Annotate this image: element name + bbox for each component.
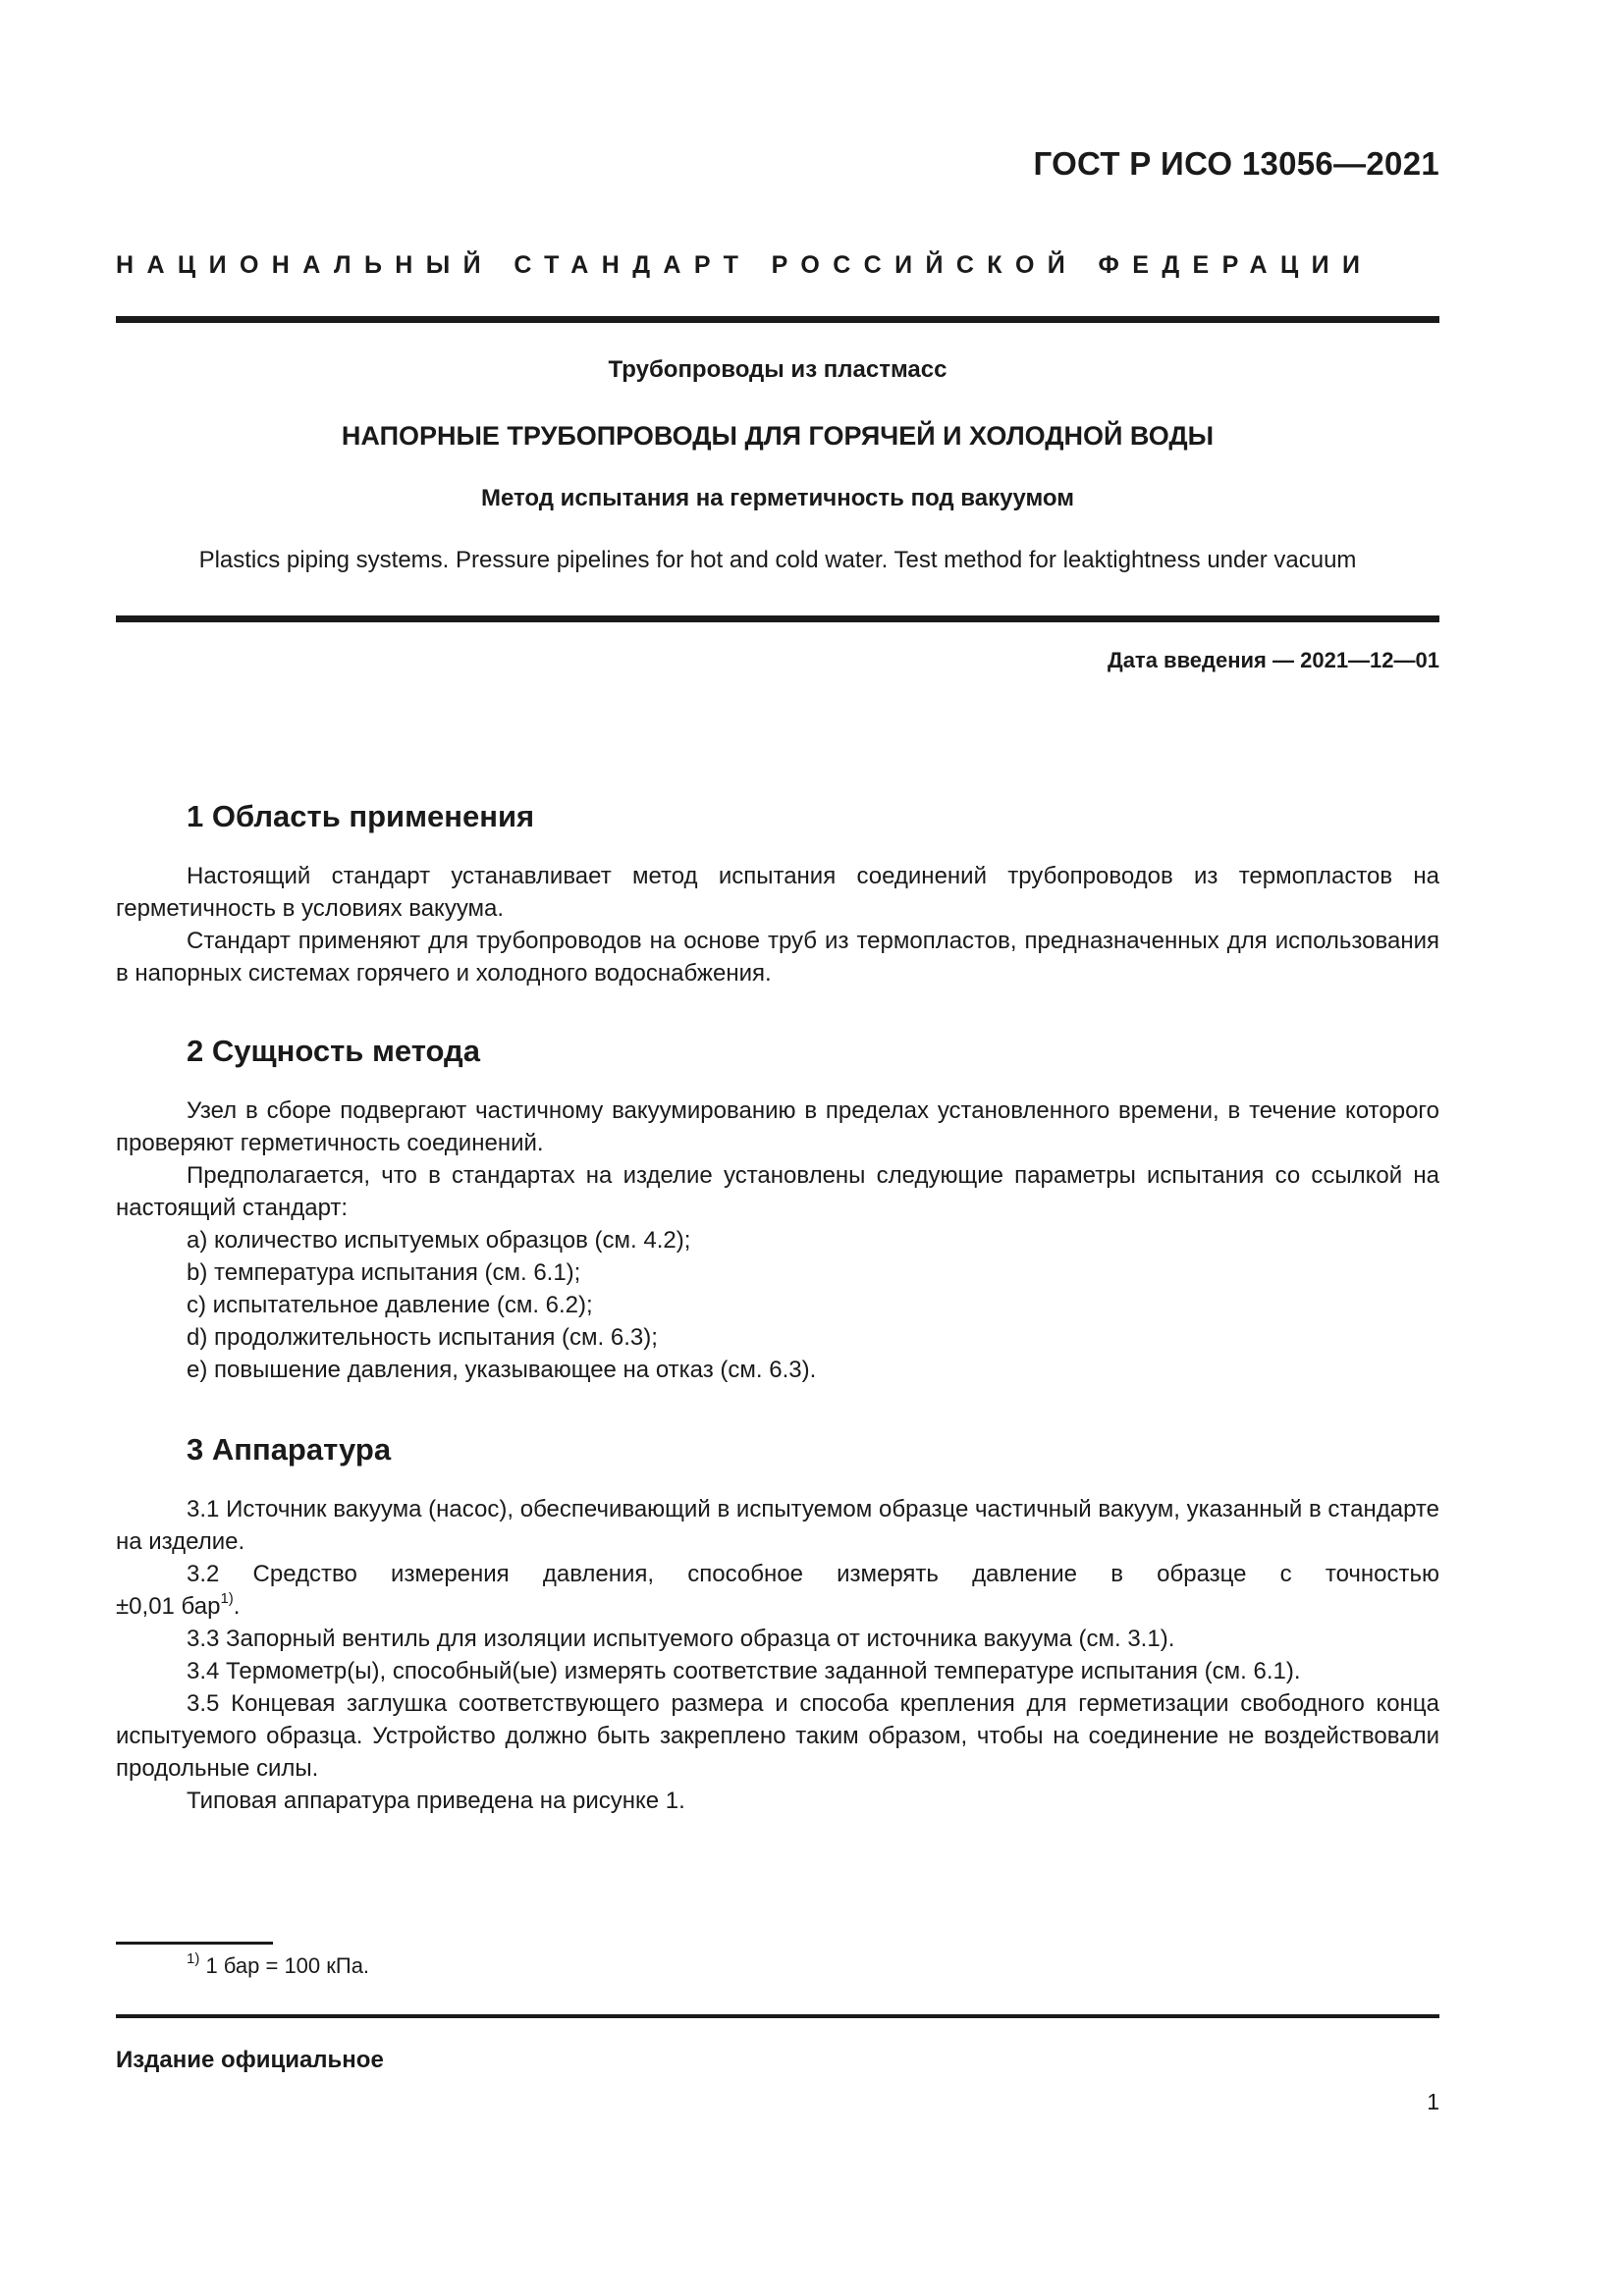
section-1-heading: 1 Область применения xyxy=(187,799,535,833)
national-standard-banner: НАЦИОНАЛЬНЫЙ СТАНДАРТ РОССИЙСКОЙ ФЕДЕРАЦИИ xyxy=(116,251,1374,279)
list-item-d: d) продолжительность испытания (см. 6.3); xyxy=(187,1324,658,1351)
list-item-a: a) количество испытуемых образцов (см. 4.2); xyxy=(187,1227,691,1254)
clause-3-5: 3.5 Концевая заглушка соответствующего размера и способа крепления для герметизации свободного конца испытуемого образца. Устройство должно быть закреплено таким образом, чтобы на соединение не воздействовали продольные силы. xyxy=(116,1690,1439,1782)
clause-3-6: Типовая аппаратура приведена на рисунке 1. xyxy=(187,1788,685,1814)
accuracy-value: ±0,01 бар xyxy=(116,1593,221,1620)
section-1-paragraph-1: Настоящий стандарт устанавливает метод испытания соединений трубопроводов из термопластов на герметичность в условиях вакуума. xyxy=(116,863,1439,922)
page-number: 1 xyxy=(1427,2089,1439,2114)
section-3-heading: 3 Аппаратура xyxy=(187,1432,392,1467)
title-bottom-rule xyxy=(116,615,1439,622)
clause-3-2-period: . xyxy=(233,1593,241,1620)
list-item-c: c) испытательное давление (см. 6.2); xyxy=(187,1292,593,1318)
section-2-heading: 2 Сущность метода xyxy=(187,1034,480,1068)
list-item-b: b) температура испытания (см. 6.1); xyxy=(187,1259,581,1286)
title-english: Plastics piping systems. Pressure pipelines for hot and cold water. Test method for leaktightness under vacuum xyxy=(198,547,1357,573)
title-sub: Метод испытания на герметичность под вакуумом xyxy=(480,485,1075,511)
title-main: НАПОРНЫЕ ТРУБОПРОВОДЫ ДЛЯ ГОРЯЧЕЙ И ХОЛОДНОЙ ВОДЫ xyxy=(341,421,1215,451)
clause-3-2-line-2 xyxy=(116,1590,1439,1623)
footer-rule xyxy=(116,2014,1439,2018)
section-2-body xyxy=(116,1095,1439,1386)
footnote-separator xyxy=(116,1942,273,1945)
section-2-paragraph-1: Узел в сборе подвергают частичному вакуумированию в пределах установленного времени, в течение которого проверяют герметичность соединений. xyxy=(116,1097,1439,1156)
clause-3-4: 3.4 Термометр(ы), способный(ые) измерять соответствие заданной температуре испытания (см. 6.1). xyxy=(187,1658,1301,1684)
section-2-paragraph-2: Предполагается, что в стандартах на изделие установлены следующие параметры испытания со ссылкой на настоящий стандарт: xyxy=(116,1162,1439,1221)
footnote-reference[interactable]: 1) xyxy=(220,1590,234,1607)
document-code: ГОСТ Р ИСО 13056—2021 xyxy=(1033,145,1439,182)
introduction-date: Дата введения — 2021—12—01 xyxy=(1108,648,1439,672)
footnote-text: 1 бар = 100 кПа. xyxy=(199,1953,370,1978)
footnote xyxy=(187,1949,370,1979)
list-item-e: e) повышение давления, указывающее на отказ (см. 6.3). xyxy=(187,1357,817,1383)
clause-3-3: 3.3 Запорный вентиль для изоляции испытуемого образца от источника вакуума (см. 3.1). xyxy=(187,1626,1175,1652)
official-edition-label: Издание официальное xyxy=(116,2047,384,2073)
section-1-paragraph-2: Стандарт применяют для трубопроводов на основе труб из термопластов, предназначенных для использования в напорных системах горячего и холодного водоснабжения. xyxy=(116,928,1439,987)
clause-3-2-line-1: 3.2 Средство измерения давления, способное измерять давление в образце с точностью xyxy=(187,1561,1439,1587)
title-group: Трубопроводы из пластмасс xyxy=(608,356,947,383)
section-1-body xyxy=(116,860,1439,989)
clause-3-1: 3.1 Источник вакуума (насос), обеспечивающий в испытуемом образце частичный вакуум, указанный в стандарте на изделие. xyxy=(116,1496,1439,1555)
footnote-mark: 1) xyxy=(187,1949,200,1967)
top-rule xyxy=(116,316,1439,323)
section-3-body xyxy=(116,1493,1439,1817)
